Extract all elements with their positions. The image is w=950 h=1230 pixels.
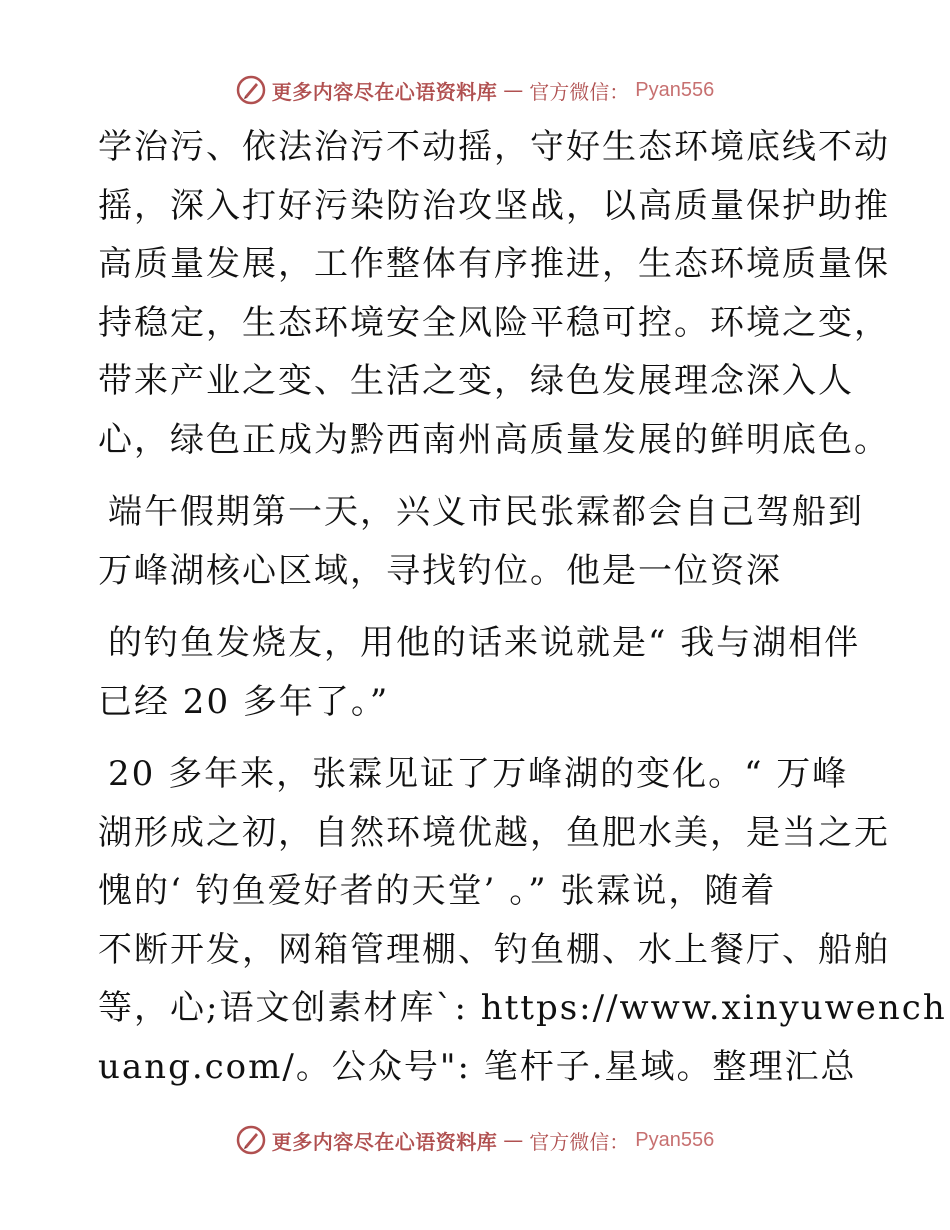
text-line: 愧的‘ 钓鱼爱好者的天堂’ 。” 张霖说，随着 xyxy=(98,871,777,911)
text-line: 20 多年来，张霖见证了万峰湖的变化。“ 万峰 xyxy=(108,754,849,794)
header-separator: — xyxy=(503,78,524,102)
footer-separator: — xyxy=(503,1128,524,1152)
paragraph-2 xyxy=(98,483,864,600)
paragraph-gap xyxy=(98,469,858,483)
text-line: 学治污、依法治污不动摇，守好生态环境底线不动 xyxy=(98,127,890,167)
text-line: 心，绿色正成为黔西南州高质量发展的鲜明底色。 xyxy=(98,419,890,460)
text-line: 摇，深入打好污染防治攻坚战，以高质量保护助推 xyxy=(98,185,890,226)
text-line: 持稳定，生态环境安全风险平稳可控。环境之变， xyxy=(98,302,890,343)
header-banner xyxy=(0,70,950,110)
text-line: 带来产业之变、生活之变，绿色发展理念深入人 xyxy=(98,361,854,401)
header-wechat-label: 官方微信： xyxy=(529,79,630,104)
text-line: 高质量发展，工作整体有序推进，生态环境质量保 xyxy=(98,244,890,284)
paragraph-3 xyxy=(98,614,861,731)
header-brand: 更多内容尽在心语资料库 xyxy=(271,79,498,104)
paragraph-gap xyxy=(98,731,858,745)
quill-logo-icon xyxy=(236,75,266,105)
text-line: uang.com/。公众号": 笔杆子.星域。整理汇总 xyxy=(98,1046,857,1087)
footer-wechat-label: 官方微信： xyxy=(529,1129,630,1154)
text-line: 万峰湖核心区域，寻找钓位。他是一位资深 xyxy=(98,550,782,591)
text-line: 湖形成之初，自然环境优越，鱼肥水美，是当之无 xyxy=(98,812,890,853)
quill-logo-icon xyxy=(236,1125,266,1155)
text-line: 的钓鱼发烧友，用他的话来说就是“ 我与湖相伴 xyxy=(108,623,861,663)
text-line: 已经 20 多年了。” xyxy=(98,681,390,722)
text-line: 端午假期第一天，兴义市民张霖都会自己驾船到 xyxy=(108,492,864,532)
paragraph-1 xyxy=(98,118,890,469)
paragraph-gap xyxy=(98,600,858,614)
footer-wechat-id: Pyan556 xyxy=(635,1128,715,1151)
footer-banner xyxy=(0,1120,950,1160)
paragraph-4 xyxy=(98,745,947,1096)
footer-brand: 更多内容尽在心语资料库 xyxy=(271,1129,498,1154)
text-line: 等，心;语文创素材库`: https://www.xinyuwench xyxy=(98,988,947,1028)
header-wechat-id: Pyan556 xyxy=(635,78,715,101)
document-body xyxy=(98,118,947,1096)
text-line: 不断开发，网箱管理棚、钓鱼棚、水上餐厅、船舶 xyxy=(98,929,890,970)
